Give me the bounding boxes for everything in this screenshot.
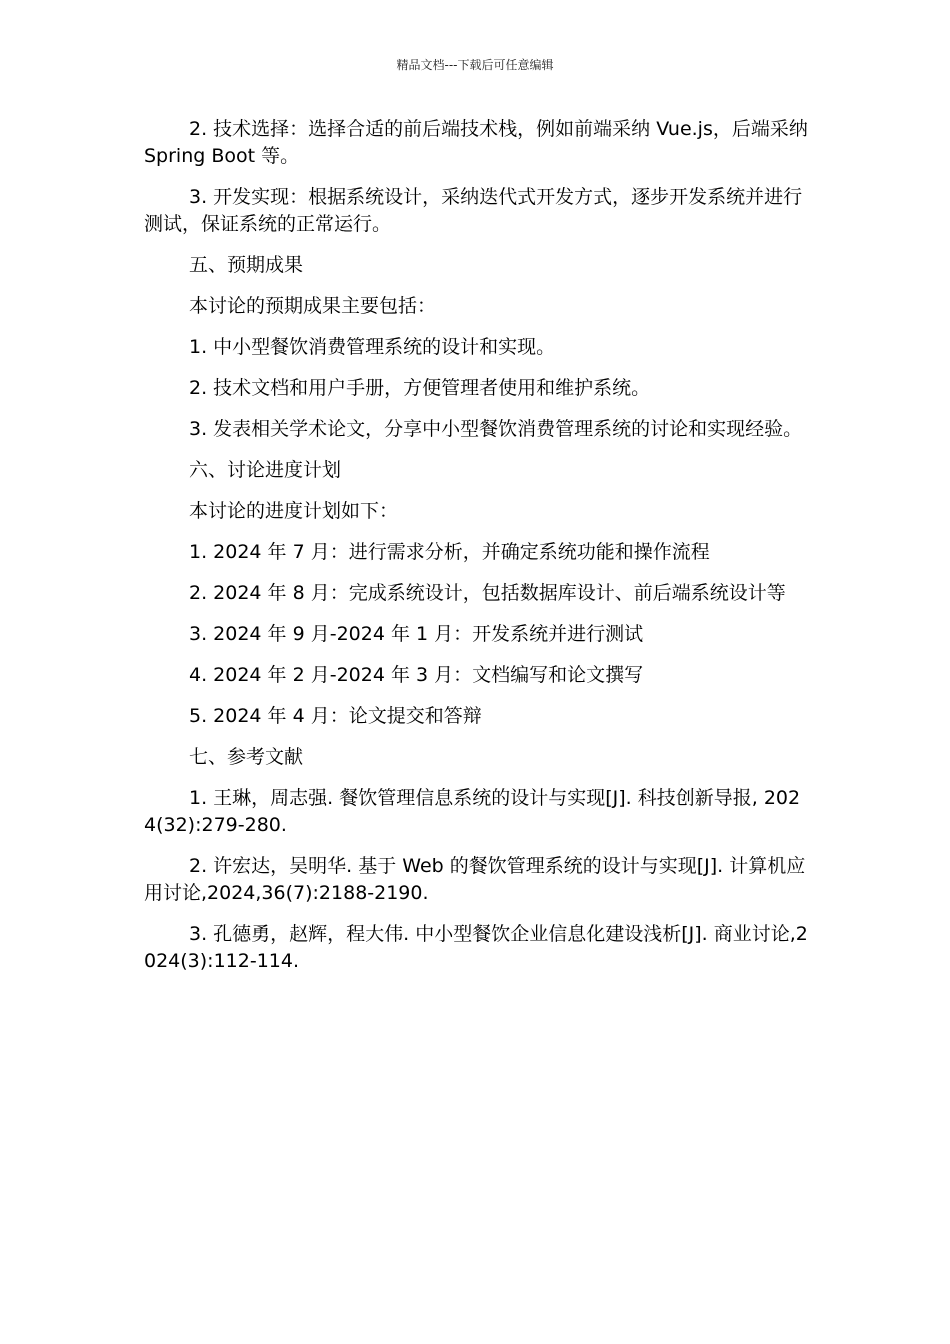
section-heading-schedule: 六、讨论进度计划: [189, 459, 342, 481]
reference-item-3: 3. 孔德勇，赵辉，程大伟. 中小型餐饮企业信息化建设浅析[J]. 商业讨论,2024(3):112-114.: [144, 923, 808, 972]
list-item-result-2: 2. 技术文档和用户手册，方便管理者使用和维护系统。: [189, 377, 651, 399]
paragraph-tech-selection: 2. 技术选择：选择合适的前后端技术栈，例如前端采纳 Vue.js，后端采纳 Spring Boot 等。: [144, 118, 808, 167]
reference-item-2: 2. 许宏达，吴明华. 基于 Web 的餐饮管理系统的设计与实现[J]. 计算机应用讨论,2024,36(7):2188-2190.: [144, 855, 806, 904]
list-item-schedule-5: 5. 2024 年 4 月：论文提交和答辩: [189, 705, 482, 727]
paragraph-schedule-intro: 本讨论的进度计划如下：: [189, 500, 399, 522]
list-item-schedule-3: 3. 2024 年 9 月-2024 年 1 月：开发系统并进行测试: [189, 623, 644, 645]
paragraph-dev-implementation: 3. 开发实现：根据系统设计，采纳迭代式开发方式，逐步开发系统并进行测试，保证系统的正常运行。: [144, 186, 803, 235]
document-body: [144, 116, 808, 989]
list-item-schedule-2: 2. 2024 年 8 月：完成系统设计，包括数据库设计、前后端系统设计等: [189, 582, 786, 604]
list-item-schedule-1: 1. 2024 年 7 月：进行需求分析，并确定系统功能和操作流程: [189, 541, 710, 563]
list-item-schedule-4: 4. 2024 年 2 月-2024 年 3 月：文档编写和论文撰写: [189, 664, 644, 686]
list-item-result-1: 1. 中小型餐饮消费管理系统的设计和实现。: [189, 336, 556, 358]
section-heading-expected-results: 五、预期成果: [189, 254, 304, 276]
paragraph-results-intro: 本讨论的预期成果主要包括：: [189, 295, 437, 317]
list-item-result-3: 3. 发表相关学术论文，分享中小型餐饮消费管理系统的讨论和实现经验。: [189, 418, 803, 440]
page-header: 精品文档---下载后可任意编辑: [396, 58, 554, 72]
reference-item-1: 1. 王琳，周志强. 餐饮管理信息系统的设计与实现[J]. 科技创新导报, 2024(32):279-280.: [144, 787, 801, 836]
section-heading-references: 七、参考文献: [189, 746, 304, 768]
